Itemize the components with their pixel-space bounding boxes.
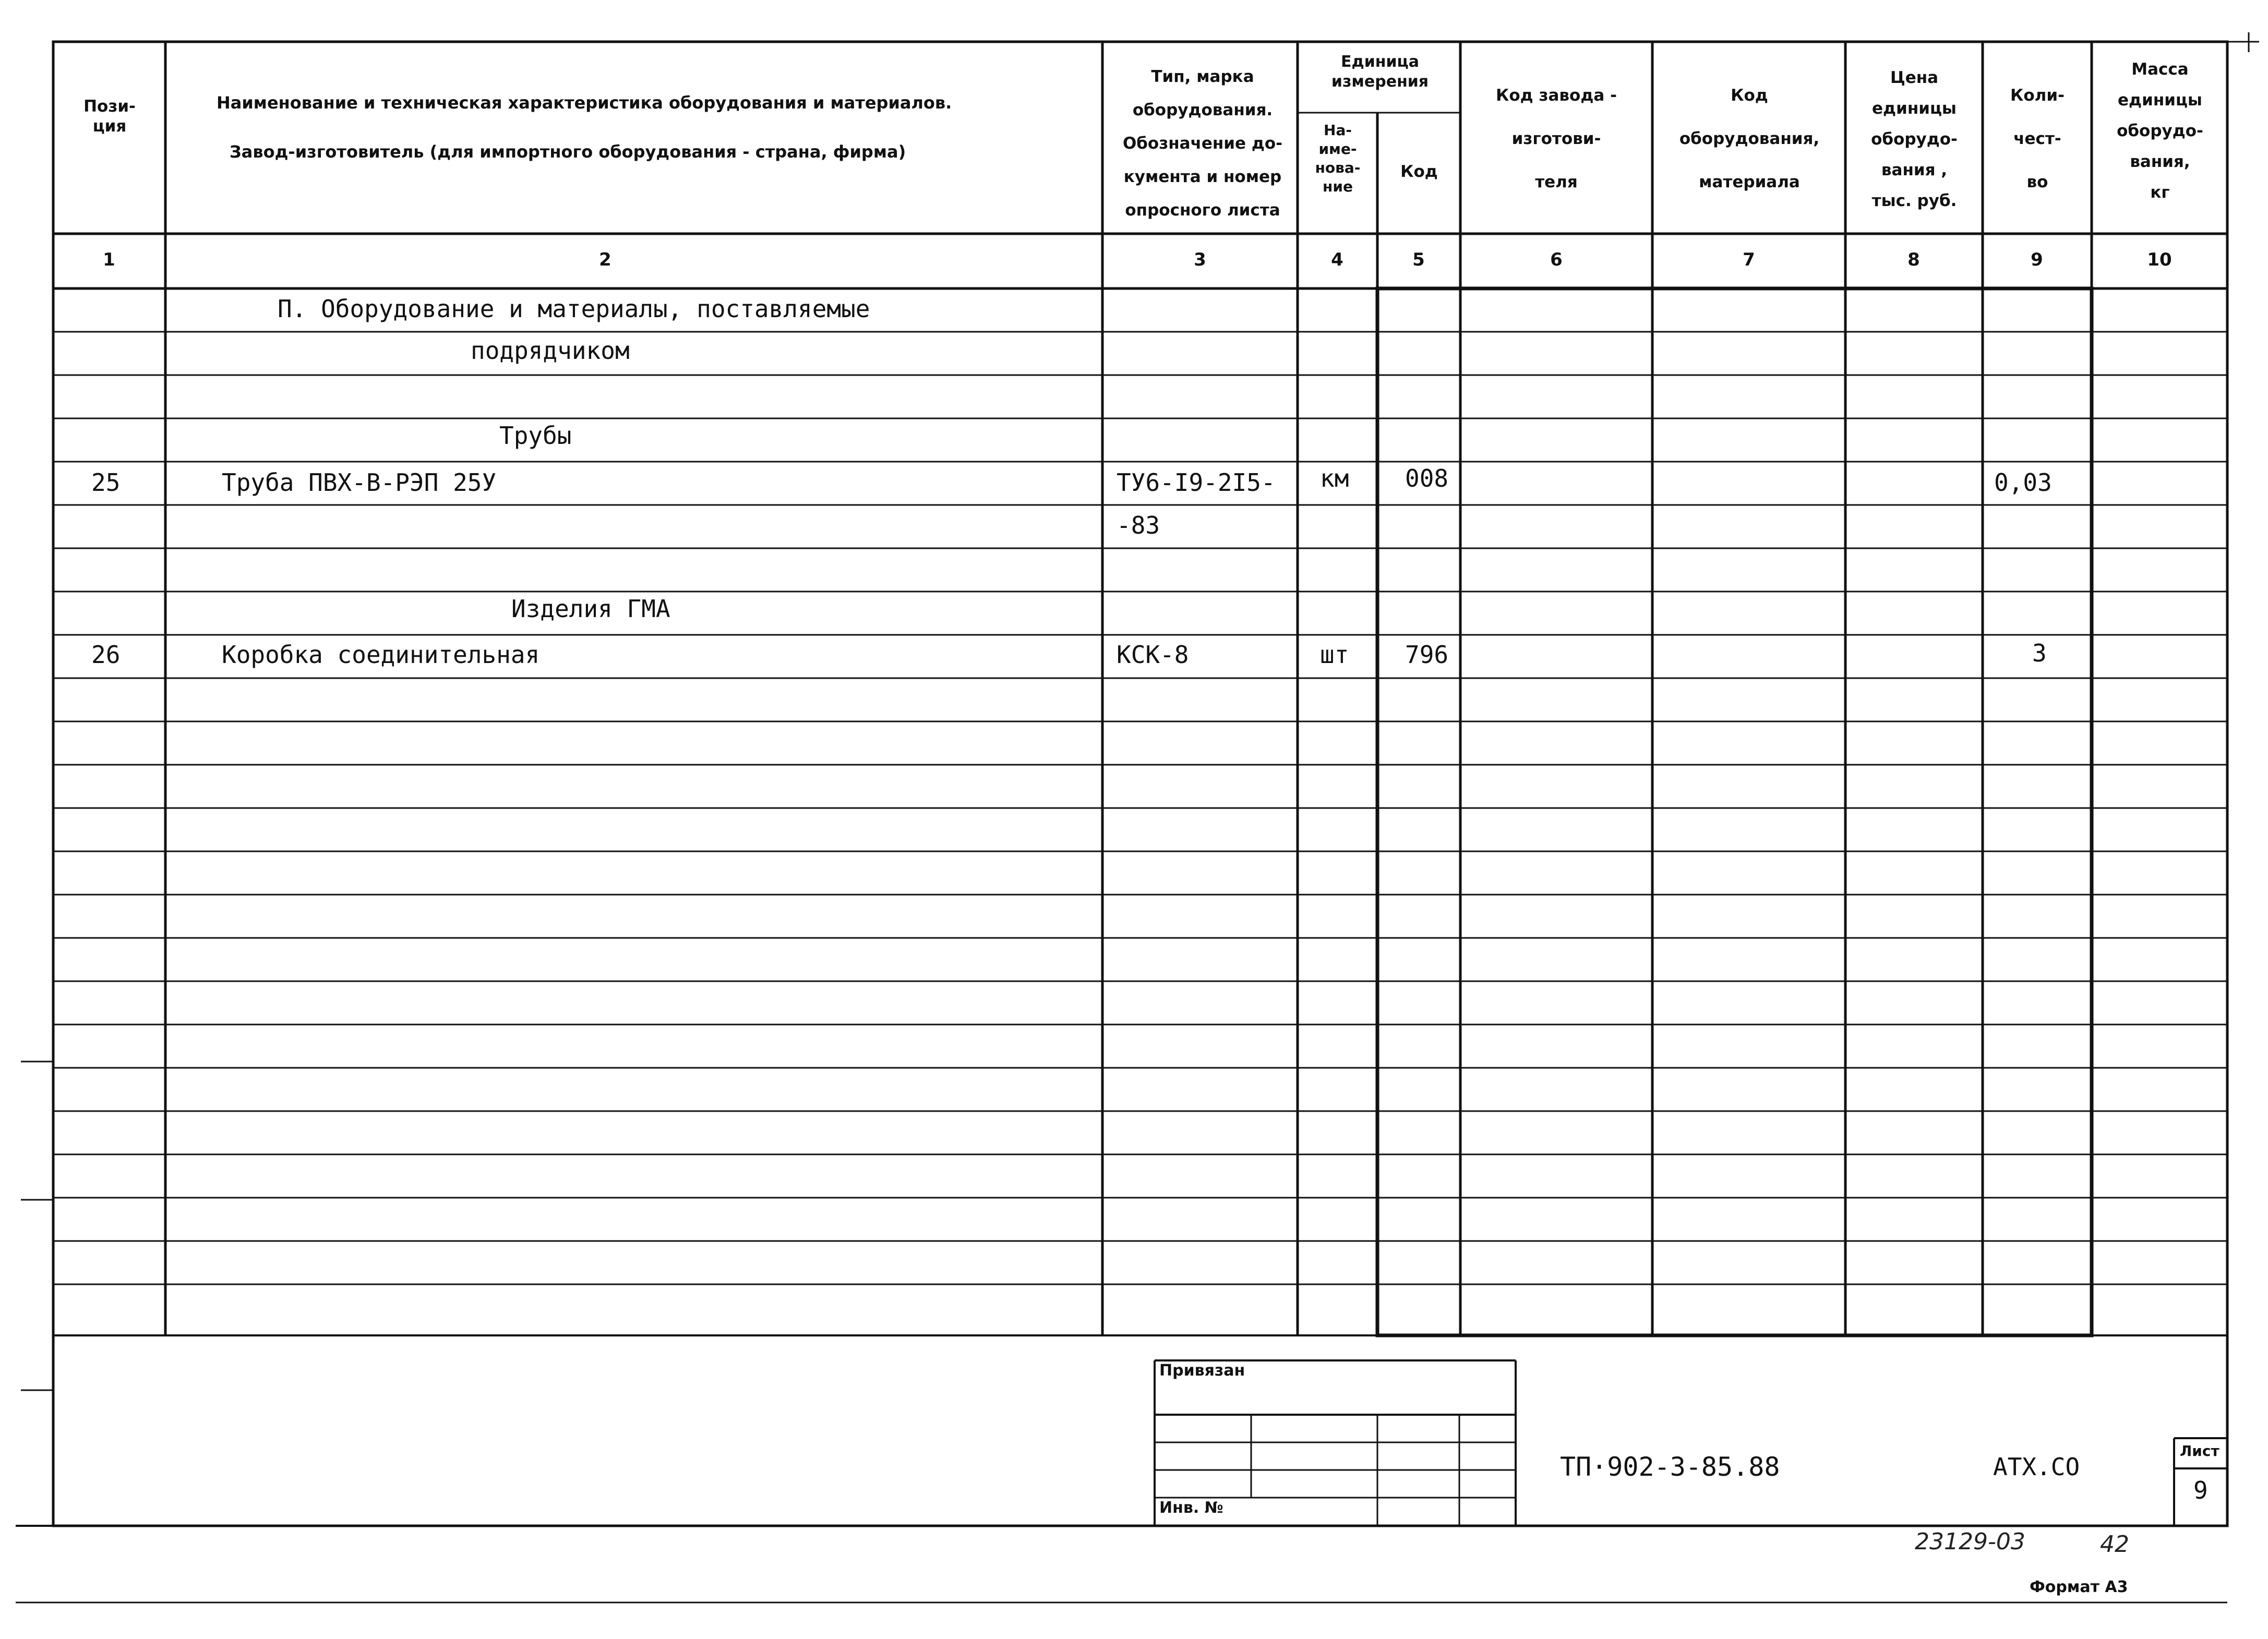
- item-26-quantity: 3: [2032, 639, 2047, 667]
- header-type-mark-line: опросного листа: [1125, 201, 1280, 220]
- header-manufacturer-code: [1461, 86, 1652, 192]
- item-25-position: 25: [91, 468, 121, 497]
- column-number: 8: [1907, 249, 1920, 270]
- header-equipment-code-line: оборудования,: [1679, 129, 1820, 148]
- column-number: 10: [2147, 249, 2172, 270]
- header-unit-group: Единица измерения: [1331, 53, 1429, 91]
- sheet-number: 9: [2193, 1476, 2208, 1504]
- inventory-number-label: Инв. №: [1159, 1499, 1223, 1517]
- header-unit-mass: [2093, 59, 2227, 202]
- item-25-unit-code: 008: [1405, 464, 1449, 492]
- handwritten-registration-number: 23129-03: [1915, 1528, 2025, 1555]
- group-title-gma: Изделия ГМА: [511, 595, 670, 623]
- document-mark: АТХ.СО: [1993, 1453, 2080, 1481]
- header-unit-name-line: ние: [1323, 178, 1353, 195]
- section-title: П. Оборудование и материалы, поставляемые: [278, 295, 870, 323]
- item-25-quantity: 0,03: [1994, 468, 2052, 497]
- item-25-unit: км: [1320, 464, 1349, 492]
- header-position: Пози-ция: [83, 97, 136, 136]
- document-code: ТП·902-3-85.88: [1560, 1452, 1780, 1482]
- column-number: 6: [1550, 249, 1563, 270]
- header-quantity-line: Коли-: [2010, 86, 2065, 105]
- header-manufacturer-code-line: теля: [1535, 173, 1578, 191]
- header-unit-name-line: нова-: [1315, 159, 1361, 176]
- header-manufacturer-code-line: изготови-: [1511, 129, 1601, 148]
- header-unit-price-line: оборудо-: [1871, 130, 1958, 149]
- item-26-position: 26: [91, 641, 121, 669]
- header-unit-code: Код: [1400, 162, 1438, 181]
- sheet-label: Лист: [2180, 1442, 2219, 1460]
- column-number: 7: [1743, 249, 1755, 270]
- header-equipment-code-line: Код: [1731, 86, 1768, 105]
- column-number: 5: [1412, 249, 1425, 270]
- header-name-line2: Завод-изготовитель (для импортного оборудования - страна, фирма): [230, 142, 906, 162]
- item-26-unit-code: 796: [1405, 641, 1449, 669]
- bound-label: Привязан: [1159, 1361, 1245, 1380]
- header-unit-name-line: На-: [1324, 122, 1352, 139]
- header-unit-mass-line: единицы: [2118, 91, 2202, 110]
- column-number: 9: [2031, 249, 2043, 270]
- header-equipment-code: [1654, 86, 1845, 192]
- header-unit-name: [1299, 121, 1376, 196]
- item-25-type: ТУ6-I9-2I5-: [1117, 468, 1276, 497]
- item-26-unit: шт: [1320, 641, 1349, 669]
- header-unit-price-line: вания ,: [1881, 161, 1948, 179]
- item-26-type: КСК-8: [1117, 641, 1189, 669]
- item-25-type-continued: -83: [1117, 511, 1160, 539]
- handwritten-page-number: 42: [2100, 1531, 2129, 1558]
- header-unit-mass-line: вания,: [2130, 152, 2190, 171]
- header-manufacturer-code-line: Код завода -: [1496, 86, 1617, 105]
- group-title-pipes: Трубы: [499, 421, 572, 450]
- header-quantity-line: чест-: [2013, 129, 2061, 148]
- header-type-mark: [1109, 67, 1297, 220]
- header-unit-price-line: единицы: [1872, 99, 1957, 118]
- column-number: 1: [103, 249, 115, 270]
- header-type-mark-line: Обозначение до-: [1122, 134, 1283, 153]
- header-name-line1: Наименование и техническая характеристика оборудования и материалов.: [217, 93, 952, 113]
- header-unit-price-line: Цена: [1890, 68, 1939, 87]
- header-unit-mass-line: кг: [2150, 183, 2170, 202]
- item-26-name: Коробка соединительная: [222, 641, 540, 669]
- header-quantity-line: во: [2026, 173, 2048, 191]
- header-type-mark-line: Тип, марка: [1151, 67, 1254, 86]
- header-quantity: [1984, 86, 2091, 192]
- header-unit-mass-line: Масса: [2131, 60, 2189, 79]
- header-unit-mass-line: оборудо-: [2117, 122, 2203, 140]
- header-type-mark-line: кумента и номер: [1123, 167, 1282, 186]
- header-equipment-code-line: материала: [1699, 173, 1800, 191]
- column-number: 4: [1331, 249, 1343, 270]
- column-number: 2: [599, 249, 611, 270]
- header-unit-price: [1847, 68, 1982, 211]
- header-unit-price-line: тыс. руб.: [1871, 191, 1957, 210]
- header-type-mark-line: оборудования.: [1132, 101, 1273, 119]
- item-25-name: Труба ПВХ-В-РЭП 25У: [222, 468, 497, 497]
- header-unit-name-line: име-: [1318, 140, 1357, 158]
- column-number: 3: [1194, 249, 1206, 270]
- section-title-continued: подрядчиком: [471, 336, 630, 365]
- format-label: Формат А3: [2030, 1578, 2128, 1596]
